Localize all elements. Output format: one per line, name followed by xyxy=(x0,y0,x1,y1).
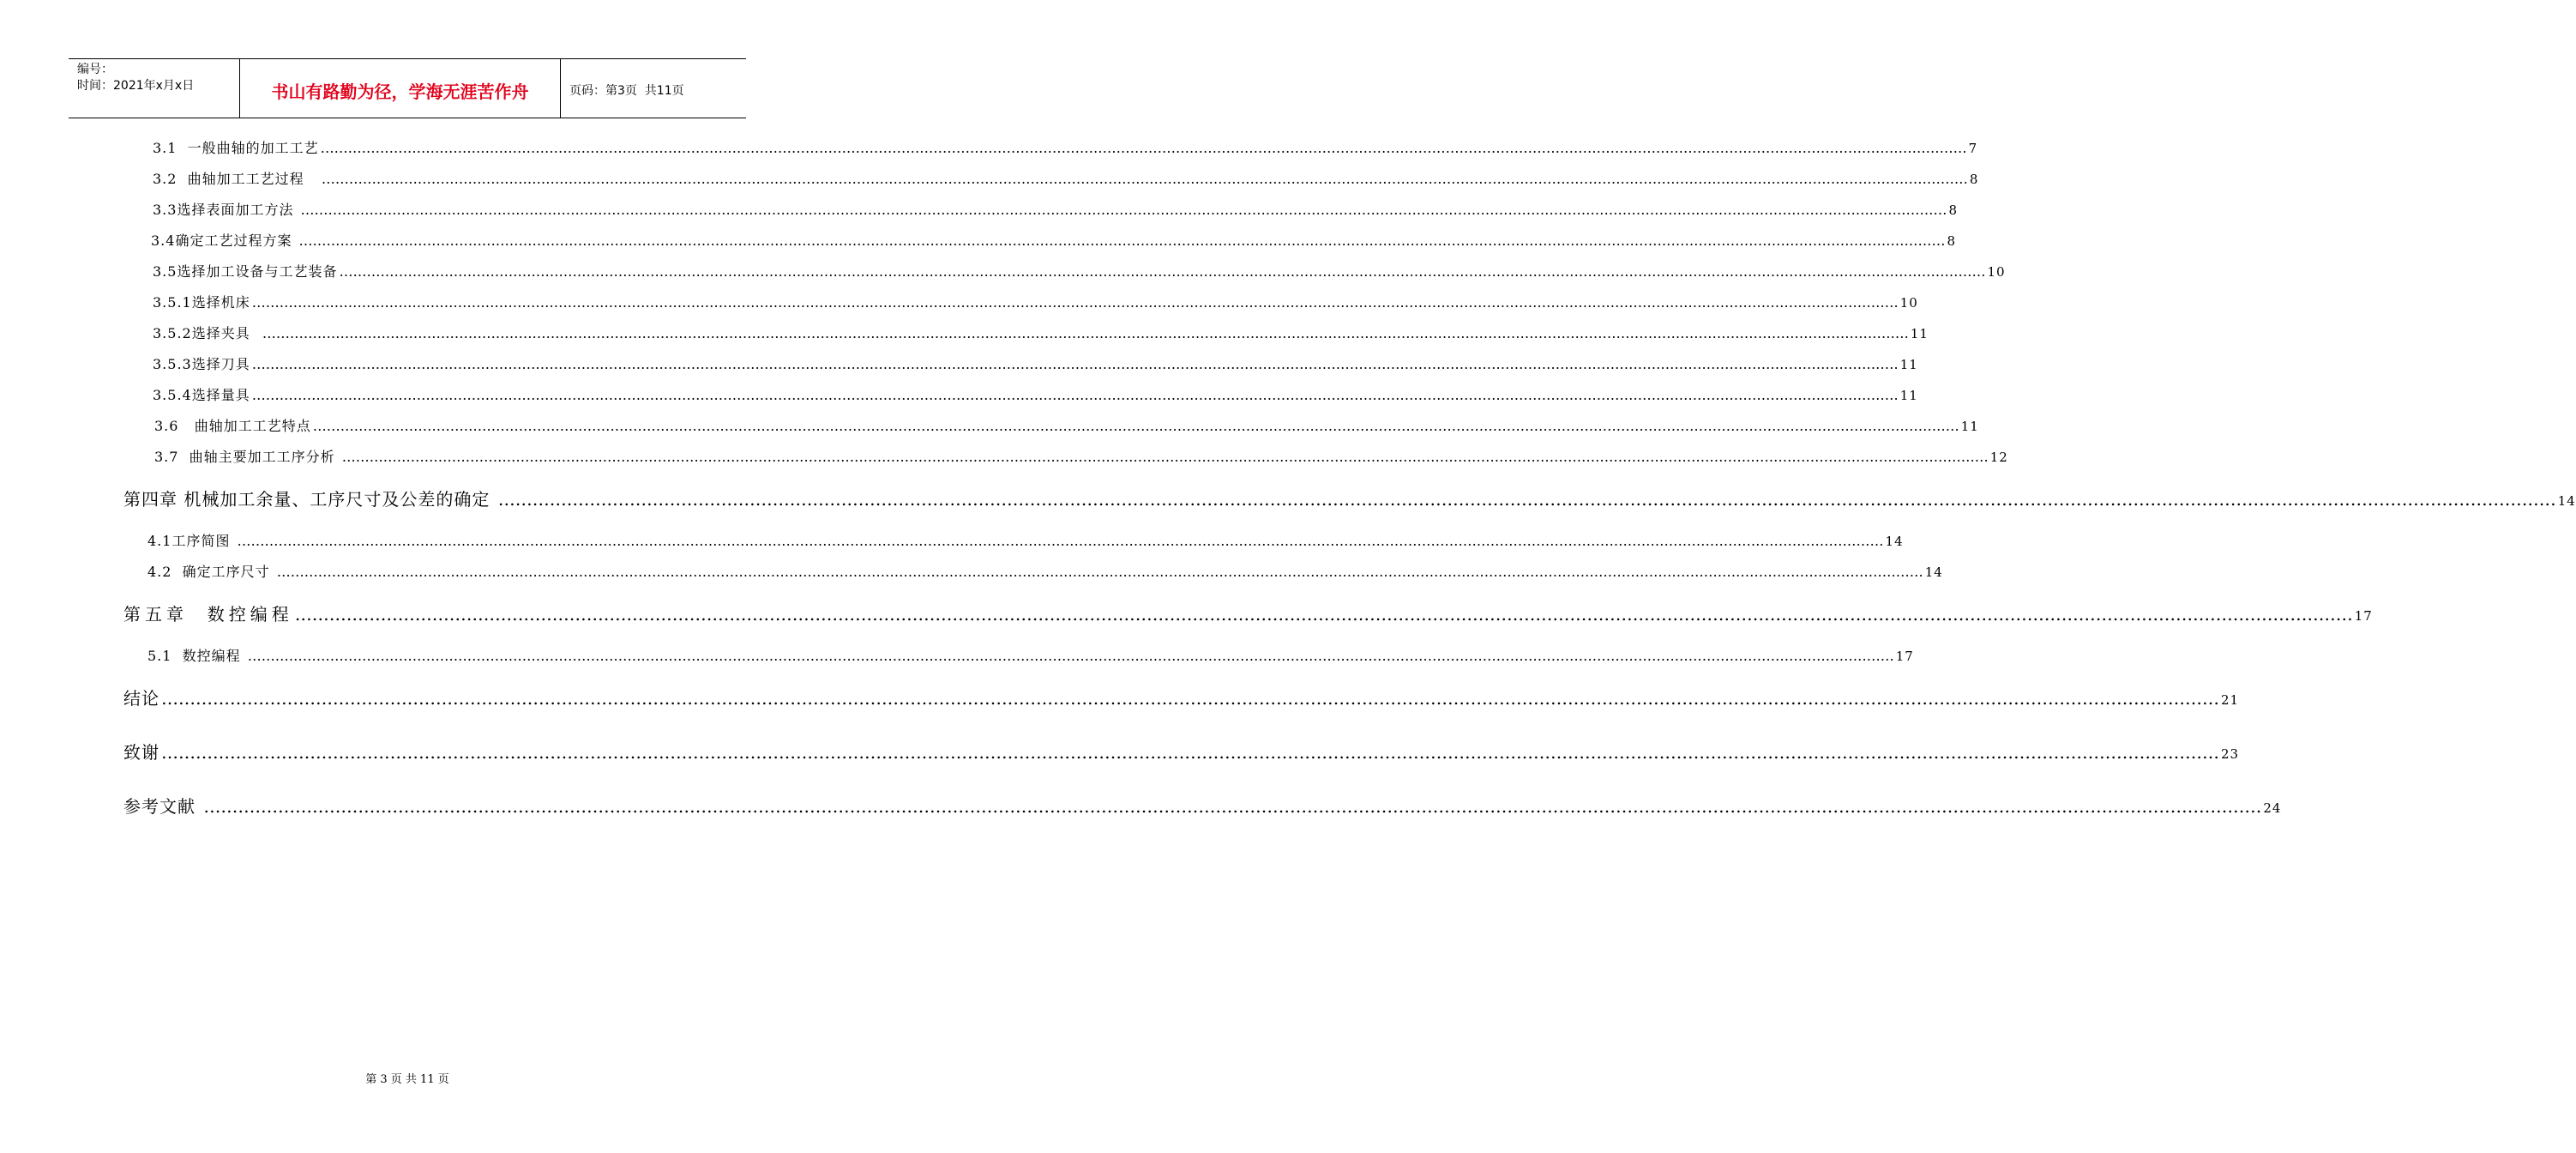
toc-entry-page: 10 xyxy=(1987,264,2006,280)
toc-entry-page: 8 xyxy=(1969,172,1979,187)
page-footer: 第 3 页 共 11 页 xyxy=(365,1073,449,1086)
toc-entry-label: 3.5选择加工设备与工艺装备 xyxy=(153,263,338,280)
toc-entry-page: 11 xyxy=(1910,326,1929,341)
header-time: 时间：2021年x月x日 xyxy=(77,79,195,93)
toc-chapter[interactable] xyxy=(123,793,2282,818)
toc-entry-page: 7 xyxy=(1968,141,1978,156)
toc-entry-label: 3.6 曲轴加工工艺特点 xyxy=(154,418,311,434)
toc-chapter[interactable] xyxy=(123,685,2240,709)
header-motto: 书山有路勤为径，学海无涯苦作舟 xyxy=(240,59,561,118)
toc-entry-label: 致谢 xyxy=(123,742,159,763)
toc-leader-dots: ……………………………………………………………………………………………………………………………………………………………………………………………………………………………………………………………………………………………………………………………… xyxy=(203,796,2262,817)
toc-entry[interactable] xyxy=(153,384,1918,404)
header-page-label: 页码：第3页 共11页 xyxy=(569,84,684,98)
toc-entry-page: 14 xyxy=(2557,493,2576,509)
toc-entry-label: 3.5.1选择机床 xyxy=(153,294,250,311)
toc-entry-label: 参考文献 xyxy=(123,796,202,817)
toc-chapter[interactable] xyxy=(123,486,2576,510)
toc-entry[interactable] xyxy=(153,137,1978,157)
toc-entry-label: 3.4确定工艺过程方案 xyxy=(151,232,298,249)
toc-chapter[interactable] xyxy=(123,739,2240,764)
toc-leader-dots: ……………………………………………………………………………………………………………………………………………………………………………………………………………………………………………………………………………………………………………………………… xyxy=(161,688,2219,709)
toc-leader-dots: ……………………………………………………………………………………………………………………………………………………………………………………………………………………………………………………………………………………………………………………………… xyxy=(320,140,1967,156)
header-number: 编号： xyxy=(77,63,113,76)
toc-leader-dots: ……………………………………………………………………………………………………………………………………………………………………………………………………………………………………………………………………………………………………………………………… xyxy=(312,418,1959,434)
toc-entry-label: 4.2 确定工序尺寸 xyxy=(147,564,275,580)
toc-entry[interactable] xyxy=(154,415,1979,435)
toc-entry-label: 3.7 曲轴主要加工工序分析 xyxy=(154,449,340,465)
toc-entry-label: 第四章 机械加工余量、工序尺寸及公差的确定 xyxy=(123,489,497,510)
toc-leader-dots: ……………………………………………………………………………………………………………………………………………………………………………………………………………………………………………………………………………………………………………………………… xyxy=(321,171,1968,187)
toc-entry-page: 23 xyxy=(2221,746,2240,762)
toc-entry[interactable] xyxy=(153,261,2006,281)
toc-entry-page: 14 xyxy=(1924,564,1943,580)
toc-entry[interactable] xyxy=(153,168,1979,188)
toc-entry[interactable] xyxy=(147,530,1904,550)
toc-leader-dots: ……………………………………………………………………………………………………………………………………………………………………………………………………………………………………………………………………………………………………………………………… xyxy=(237,533,1884,549)
toc-entry-page: 17 xyxy=(1895,649,1914,664)
toc-leader-dots: ……………………………………………………………………………………………………………………………………………………………………………………………………………………………………………………………………………………………………………………………… xyxy=(251,294,1899,311)
toc-leader-dots: ……………………………………………………………………………………………………………………………………………………………………………………………………………………………………………………………………………………………………………………………… xyxy=(298,232,1946,249)
toc-leader-dots: ……………………………………………………………………………………………………………………………………………………………………………………………………………………………………………………………………………………………………………………………… xyxy=(251,356,1899,372)
toc-entry-page: 14 xyxy=(1885,534,1904,549)
toc-entry[interactable] xyxy=(153,353,1918,373)
toc-entry[interactable] xyxy=(154,446,2008,466)
toc-entry-page: 12 xyxy=(1989,450,2008,465)
toc-entry-label: 3.3选择表面加工方法 xyxy=(153,202,299,218)
toc-entry[interactable] xyxy=(147,645,1914,665)
toc-leader-dots: ……………………………………………………………………………………………………………………………………………………………………………………………………………………………………………………………………………………………………………………………… xyxy=(339,263,1986,280)
toc-entry-page: 24 xyxy=(2263,800,2282,816)
toc-entry-label: 第五章 数控编程 xyxy=(123,604,293,625)
toc-leader-dots: ……………………………………………………………………………………………………………………………………………………………………………………………………………………………………………………………………………………………………………………………… xyxy=(497,489,2556,510)
toc-leader-dots: ……………………………………………………………………………………………………………………………………………………………………………………………………………………………………………………………………………………………………………………………… xyxy=(247,648,1894,664)
toc-entry-label: 结论 xyxy=(123,688,159,709)
toc-leader-dots: ……………………………………………………………………………………………………………………………………………………………………………………………………………………………………………………………………………………………………………………………… xyxy=(251,387,1899,403)
toc-leader-dots: ……………………………………………………………………………………………………………………………………………………………………………………………………………………………………………………………………………………………………………………………… xyxy=(262,325,1909,341)
header-page-info xyxy=(561,59,746,118)
toc-entry[interactable] xyxy=(153,199,1959,219)
toc-leader-dots: ……………………………………………………………………………………………………………………………………………………………………………………………………………………………………………………………………………………………………………………………… xyxy=(294,604,2353,625)
toc-leader-dots: ……………………………………………………………………………………………………………………………………………………………………………………………………………………………………………………………………………………………………………………………… xyxy=(300,202,1947,218)
toc-entry-page: 11 xyxy=(1960,419,1979,434)
toc-entry-page: 21 xyxy=(2221,692,2240,708)
toc-entry[interactable] xyxy=(151,230,1957,250)
toc-chapter[interactable] xyxy=(123,601,2373,625)
toc-entry[interactable] xyxy=(153,323,1929,342)
toc-entry-label: 3.5.4选择量具 xyxy=(153,387,250,403)
toc-entry-label: 3.1 一般曲轴的加工工艺 xyxy=(153,140,319,156)
toc-entry-label: 4.1工序简图 xyxy=(147,533,236,549)
toc-entry-label: 3.5.3选择刀具 xyxy=(153,356,250,372)
page-header xyxy=(69,58,746,118)
toc-entry-label: 3.2 曲轴加工工艺过程 xyxy=(153,171,320,187)
header-meta xyxy=(69,59,240,118)
toc-leader-dots: ……………………………………………………………………………………………………………………………………………………………………………………………………………………………………………………………………………………………………………………………… xyxy=(276,564,1923,580)
toc-entry-label: 3.5.2选择夹具 xyxy=(153,325,261,341)
toc-leader-dots: ……………………………………………………………………………………………………………………………………………………………………………………………………………………………………………………………………………………………………………………………… xyxy=(341,449,1989,465)
toc-entry[interactable] xyxy=(147,561,1943,581)
toc-entry-page: 8 xyxy=(1948,202,1959,218)
toc-entry-page: 11 xyxy=(1899,388,1918,403)
toc-leader-dots: ……………………………………………………………………………………………………………………………………………………………………………………………………………………………………………………………………………………………………………………………… xyxy=(161,742,2219,763)
toc-entry-page: 8 xyxy=(1947,233,1957,249)
toc-entry-page: 10 xyxy=(1899,295,1918,311)
toc-entry-page: 17 xyxy=(2354,608,2373,624)
toc-entry-label: 5.1 数控编程 xyxy=(147,648,246,664)
toc-entry-page: 11 xyxy=(1899,357,1918,372)
toc-entry[interactable] xyxy=(153,292,1918,311)
